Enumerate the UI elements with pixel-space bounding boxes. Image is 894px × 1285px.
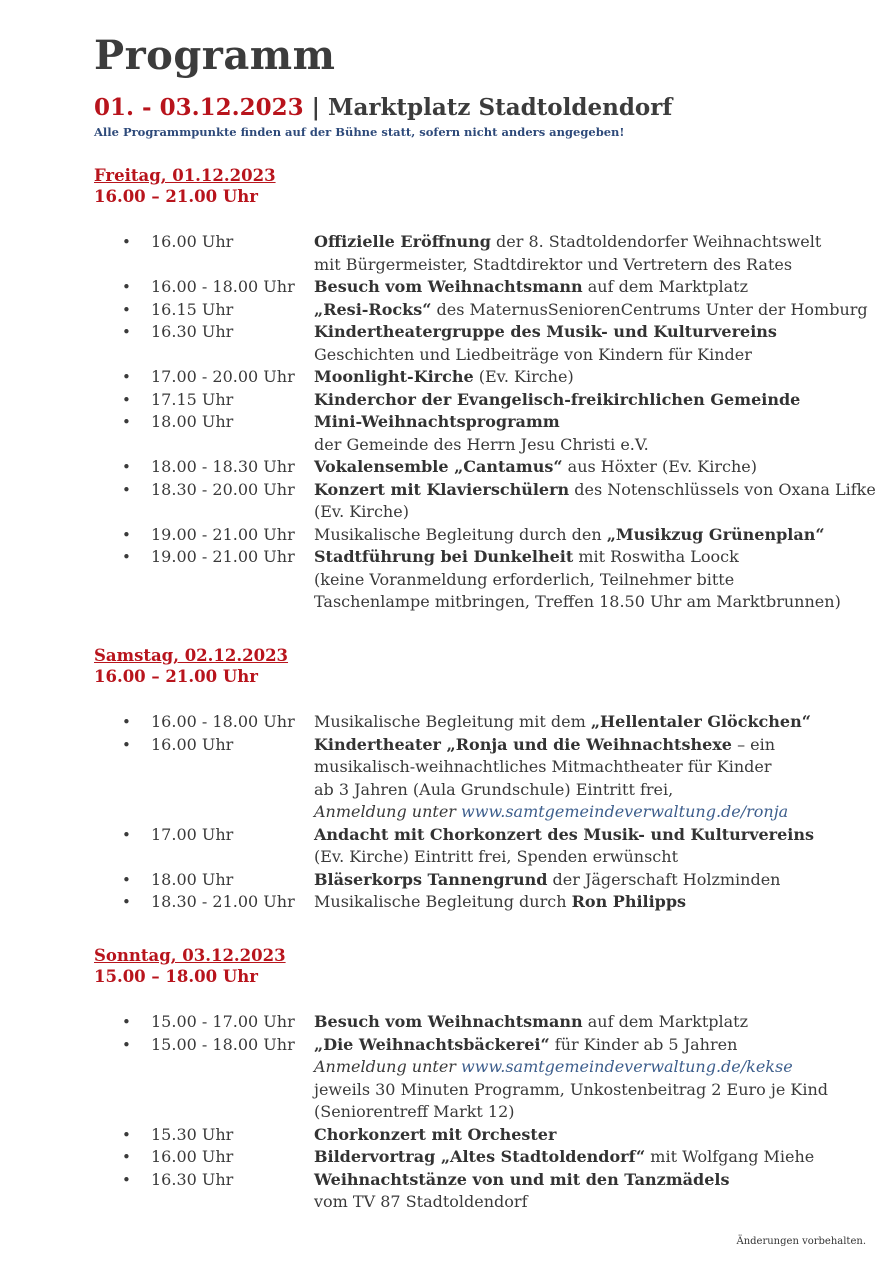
event-description	[314, 389, 874, 412]
text-segment: ab 3 Jahren (Aula Grundschule) Eintritt frei,	[314, 779, 674, 799]
event-time: 16.15 Uhr	[151, 299, 234, 319]
event-item	[94, 389, 874, 412]
location: Marktplatz Stadtoldendorf	[328, 94, 673, 121]
event-list	[94, 711, 874, 914]
event-time: 16.00 Uhr	[151, 232, 234, 251]
text-segment: Musikalische Begleitung durch den	[314, 524, 607, 544]
event-item	[94, 546, 874, 614]
event-time: 19.00 - 21.00 Uhr	[151, 524, 295, 544]
description-line	[314, 501, 874, 524]
event-time: 15.00 - 17.00 Uhr	[151, 1012, 295, 1031]
description-line	[314, 1191, 874, 1214]
description-line	[314, 1124, 874, 1147]
event-item	[94, 1124, 874, 1147]
description-line	[314, 711, 874, 734]
text-segment: Taschenlampe mitbringen, Treffen 18.50 Uhr am Marktbrunnen)	[314, 592, 841, 611]
event-item	[94, 869, 874, 892]
event-item	[94, 411, 874, 456]
highlight-text: Offizielle Eröffnung	[314, 232, 491, 251]
bullet-icon: •	[122, 413, 131, 431]
text-segment: (Ev. Kirche)	[473, 367, 574, 386]
text-segment: aus Höxter (Ev. Kirche)	[562, 457, 757, 476]
highlight-text: Moonlight-Kirche	[314, 367, 474, 386]
highlight-text: Kindertheater „Ronja und die Weihnachtshexe	[314, 734, 732, 754]
text-segment: jeweils 30 Minuten Programm, Unkostenbeitrag 2 Euro je Kind	[314, 1079, 829, 1099]
text-segment: mit Roswitha Loock	[573, 547, 739, 566]
event-time: 16.00 - 18.00 Uhr	[151, 712, 295, 731]
day-time: 16.00 – 21.00 Uhr	[94, 667, 258, 686]
bullet-icon: •	[122, 323, 131, 341]
description-line	[314, 846, 874, 869]
description-line	[314, 1101, 874, 1124]
description-line	[314, 779, 874, 802]
bullet-icon: •	[122, 390, 131, 409]
text-segment: mit Wolfgang Miehe	[645, 1147, 815, 1166]
subtitle-separator: |	[311, 94, 320, 121]
event-item	[94, 299, 874, 322]
highlight-text: Kinderchor der Evangelisch-freikirchlichen Gemeinde	[314, 389, 801, 409]
event-description	[314, 299, 874, 322]
event-time: 16.00 - 18.00 Uhr	[151, 277, 295, 296]
event-item	[94, 456, 874, 479]
highlight-text: Konzert mit Klavierschülern	[314, 479, 570, 499]
text-segment: musikalisch-weihnachtliches Mitmachtheater für Kinder	[314, 757, 772, 776]
event-description	[314, 456, 874, 479]
description-line	[314, 546, 874, 569]
event-time: 15.00 - 18.00 Uhr	[151, 1034, 295, 1054]
description-line	[314, 756, 874, 779]
bullet-icon: •	[122, 368, 131, 386]
event-item	[94, 321, 874, 366]
highlight-text: „Hellentaler Glöckchen“	[590, 712, 811, 731]
event-description	[314, 1146, 874, 1169]
event-time: 17.00 - 20.00 Uhr	[151, 367, 295, 386]
bullet-icon: •	[122, 893, 131, 911]
description-line	[314, 734, 874, 757]
description-line	[314, 366, 874, 389]
registration-link[interactable]: www.samtgemeindeverwaltung.de/ronja	[461, 802, 789, 821]
event-description	[314, 366, 874, 389]
footer-note: Änderungen vorbehalten.	[736, 1236, 866, 1247]
highlight-text: Bläserkorps Tannengrund	[314, 869, 548, 889]
text-segment: Anmeldung unter	[314, 1057, 462, 1076]
bullet-icon: •	[122, 525, 131, 544]
text-segment: Anmeldung unter	[314, 802, 462, 821]
page-title: Programm	[94, 32, 336, 79]
event-description	[314, 1011, 874, 1034]
description-line	[314, 321, 874, 344]
bullet-icon: •	[122, 458, 131, 476]
event-description	[314, 524, 874, 547]
description-line	[314, 1056, 874, 1079]
event-time: 18.30 - 20.00 Uhr	[151, 479, 295, 499]
event-description	[314, 711, 874, 734]
text-segment: (Ev. Kirche)	[314, 502, 409, 521]
bullet-icon: •	[122, 1035, 131, 1054]
bullet-icon: •	[122, 870, 131, 889]
highlight-text: „Die Weihnachtsbäckerei“	[314, 1034, 550, 1054]
day-title: Freitag, 01.12.2023	[94, 166, 276, 185]
event-description	[314, 891, 874, 914]
text-segment: der 8. Stadtoldendorfer Weihnachtswelt	[490, 232, 822, 251]
description-line	[314, 344, 874, 367]
event-description	[314, 321, 874, 366]
event-time: 16.00 Uhr	[151, 734, 234, 754]
date-range: 01. - 03.12.2023	[94, 94, 304, 121]
bullet-icon: •	[122, 233, 131, 251]
event-subtitle	[94, 94, 672, 121]
text-segment: (Ev. Kirche) Eintritt frei, Spenden erwünscht	[314, 847, 678, 866]
event-list	[94, 1011, 874, 1214]
description-line	[314, 824, 874, 847]
bullet-icon: •	[122, 735, 131, 754]
event-time: 18.00 Uhr	[151, 412, 234, 431]
day-section-sunday	[94, 945, 874, 1214]
bullet-icon: •	[122, 278, 131, 296]
description-line	[314, 1169, 874, 1192]
event-item	[94, 1011, 874, 1034]
event-item	[94, 824, 874, 869]
event-item	[94, 1169, 874, 1214]
description-line	[314, 389, 874, 412]
text-segment: (keine Voranmeldung erforderlich, Teilnehmer bitte	[314, 569, 735, 589]
event-time: 16.30 Uhr	[151, 1169, 234, 1189]
text-segment: des MaternusSeniorenCentrums Unter der Homburg	[431, 299, 868, 319]
event-description	[314, 546, 874, 614]
text-segment: der Jägerschaft Holzminden	[547, 869, 781, 889]
text-segment: vom TV 87 Stadtoldendorf	[314, 1192, 528, 1211]
highlight-text: Besuch vom Weihnachtsmann	[314, 1012, 583, 1031]
event-description	[314, 1169, 874, 1214]
highlight-text: Ron Philipps	[571, 892, 687, 911]
text-segment: Geschichten und Liedbeiträge von Kindern für Kinder	[314, 344, 752, 364]
description-line	[314, 1079, 874, 1102]
highlight-text: Andacht mit Chorkonzert des Musik- und Kulturvereins	[314, 824, 814, 844]
event-item	[94, 734, 874, 824]
day-title: Sonntag, 03.12.2023	[94, 946, 286, 965]
bullet-icon: •	[122, 1148, 131, 1166]
bullet-icon: •	[122, 713, 131, 731]
event-item	[94, 276, 874, 299]
text-segment: mit Bürgermeister, Stadtdirektor und Vertretern des Rates	[314, 254, 793, 274]
description-line	[314, 891, 874, 914]
highlight-text: Vokalensemble „Cantamus“	[314, 457, 563, 476]
description-line	[314, 411, 874, 434]
bullet-icon: •	[122, 1170, 131, 1189]
highlight-text: Kindertheatergruppe des Musik- und Kulturvereins	[314, 322, 777, 341]
text-segment: Musikalische Begleitung mit dem	[314, 712, 591, 731]
text-segment: – ein	[731, 734, 776, 754]
event-time: 17.15 Uhr	[151, 389, 234, 409]
bullet-icon: •	[122, 548, 131, 566]
event-item	[94, 891, 874, 914]
event-description	[314, 869, 874, 892]
event-description	[314, 411, 874, 456]
stage-note: Alle Programmpunkte finden auf der Bühne statt, sofern nicht anders angegeben!	[94, 125, 625, 139]
description-line	[314, 479, 874, 502]
highlight-text: Weihnachtstänze von und mit den Tanzmädels	[314, 1169, 730, 1189]
text-segment: auf dem Marktplatz	[582, 277, 749, 296]
event-time: 18.00 - 18.30 Uhr	[151, 457, 295, 476]
highlight-text: „Musikzug Grünenplan“	[606, 524, 825, 544]
event-time: 16.00 Uhr	[151, 1147, 234, 1166]
text-segment: für Kinder ab 5 Jahren	[549, 1034, 738, 1054]
highlight-text: „Resi-Rocks“	[314, 299, 432, 319]
event-description	[314, 734, 874, 824]
event-description	[314, 1034, 874, 1124]
event-item	[94, 231, 874, 276]
day-time: 16.00 – 21.00 Uhr	[94, 187, 258, 206]
bullet-icon: •	[122, 1125, 131, 1144]
event-description	[314, 231, 874, 276]
highlight-text: Stadtführung bei Dunkelheit	[314, 547, 574, 566]
event-time: 17.00 Uhr	[151, 824, 234, 844]
event-item	[94, 1034, 874, 1124]
day-title: Samstag, 02.12.2023	[94, 646, 289, 665]
description-line	[314, 591, 874, 614]
event-time: 18.00 Uhr	[151, 869, 234, 889]
event-list	[94, 231, 874, 614]
event-description	[314, 824, 874, 869]
event-time: 16.30 Uhr	[151, 322, 234, 341]
highlight-text: Mini-Weihnachtsprogramm	[314, 412, 560, 431]
event-item	[94, 524, 874, 547]
highlight-text: Chorkonzert mit Orchester	[314, 1124, 557, 1144]
description-line	[314, 276, 874, 299]
description-line	[314, 1011, 874, 1034]
event-description	[314, 479, 874, 524]
event-item	[94, 366, 874, 389]
description-line	[314, 1146, 874, 1169]
event-time: 18.30 - 21.00 Uhr	[151, 892, 295, 911]
event-description	[314, 276, 874, 299]
event-description	[314, 1124, 874, 1147]
event-item	[94, 711, 874, 734]
description-line	[314, 569, 874, 592]
description-line	[314, 869, 874, 892]
day-section-friday	[94, 165, 874, 614]
description-line	[314, 1034, 874, 1057]
text-segment: der Gemeinde des Herrn Jesu Christi e.V.	[314, 434, 649, 454]
description-line	[314, 524, 874, 547]
day-time: 15.00 – 18.00 Uhr	[94, 967, 258, 986]
event-item	[94, 1146, 874, 1169]
text-segment: Musikalische Begleitung durch	[314, 892, 572, 911]
description-line	[314, 299, 874, 322]
event-time: 19.00 - 21.00 Uhr	[151, 547, 295, 566]
bullet-icon: •	[122, 1013, 131, 1031]
event-time: 15.30 Uhr	[151, 1124, 234, 1144]
description-line	[314, 254, 874, 277]
highlight-text: Besuch vom Weihnachtsmann	[314, 277, 583, 296]
highlight-text: Bildervortrag „Altes Stadtoldendorf“	[314, 1147, 646, 1166]
text-segment: (Seniorentreff Markt 12)	[314, 1102, 515, 1121]
text-segment: des Notenschlüssels von Oxana Lifke	[569, 479, 876, 499]
bullet-icon: •	[122, 300, 131, 319]
day-section-saturday	[94, 645, 874, 914]
bullet-icon: •	[122, 825, 131, 844]
description-line	[314, 801, 874, 824]
description-line	[314, 434, 874, 457]
description-line	[314, 231, 874, 254]
event-item	[94, 479, 874, 524]
bullet-icon: •	[122, 480, 131, 499]
description-line	[314, 456, 874, 479]
registration-link[interactable]: www.samtgemeindeverwaltung.de/kekse	[461, 1057, 793, 1076]
text-segment: auf dem Marktplatz	[582, 1012, 749, 1031]
